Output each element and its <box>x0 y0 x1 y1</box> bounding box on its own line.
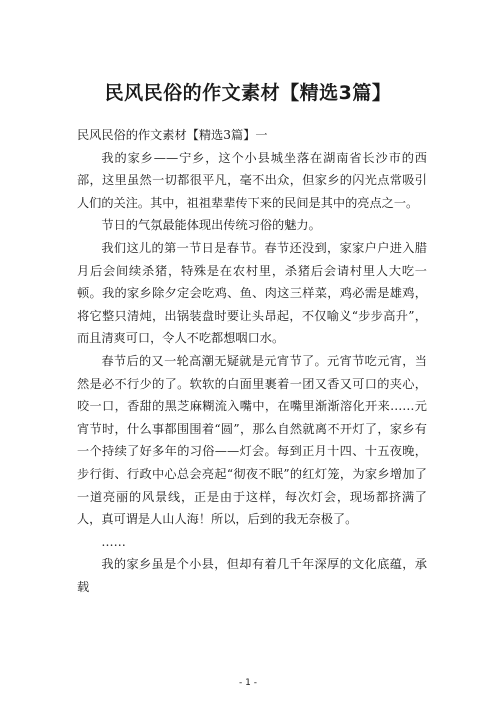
paragraph: 我的家乡——宁乡，这个小县城坐落在湖南省长沙市的西部，这里虽然一切都很平凡，毫不出众，但家乡的闪光点常吸引人们的关注。其中，祖祖辈辈传下来的民间是其中的亮点之一。 <box>77 150 427 210</box>
paragraph: 我们这儿的第一节日是春节。春节还没到，家家户户进入腊月后会间续杀猪，特殊是在农村里，杀猪后会请村里人大吃一顿。我的家乡除夕定会吃鸡、鱼、肉这三样菜，鸡必需是雄鸡，将它整只清炖，出锅装盘时要让头昂起，不仅喻义“步步高升”，而且清爽可口，令人不吃都想咽口水。 <box>77 240 427 346</box>
page-number: - 1 - <box>239 678 257 688</box>
paragraph: 我的家乡虽是个小县，但却有着几千年深厚的文化底蕴，承载 <box>77 557 427 594</box>
paragraph: 春节后的又一轮高潮无疑就是元宵节了。元宵节吃元宵，当然是必不行少的了。软软的白面里裹着一团又香又可口的夹心，咬一口，香甜的黑芝麻糊流入嘴中，在嘴里渐渐溶化开来……元宵节时，什么事都围围着“圆”，那么自然就离不开灯了，家乡有一个持续了好多年的习俗——灯会。每到正月十四、十五夜晚，步行街、行政中心总会亮起“彻夜不眠”的红灯笼，为家乡增加了一道亮丽的风景线，正是由于这样，每次灯会，现场都挤满了人，真可谓是人山人海！所以，后到的我无奈极了。 <box>77 353 427 527</box>
ellipsis-paragraph: …… <box>101 534 126 549</box>
section-heading: 民风民俗的作文素材【精选3篇】一 <box>77 128 268 142</box>
document-body <box>77 124 427 598</box>
paragraph: 节日的气氛最能体现出传统习俗的魅力。 <box>101 218 321 233</box>
document-title: 民风民俗的作文素材【精选3篇】 <box>104 82 392 104</box>
